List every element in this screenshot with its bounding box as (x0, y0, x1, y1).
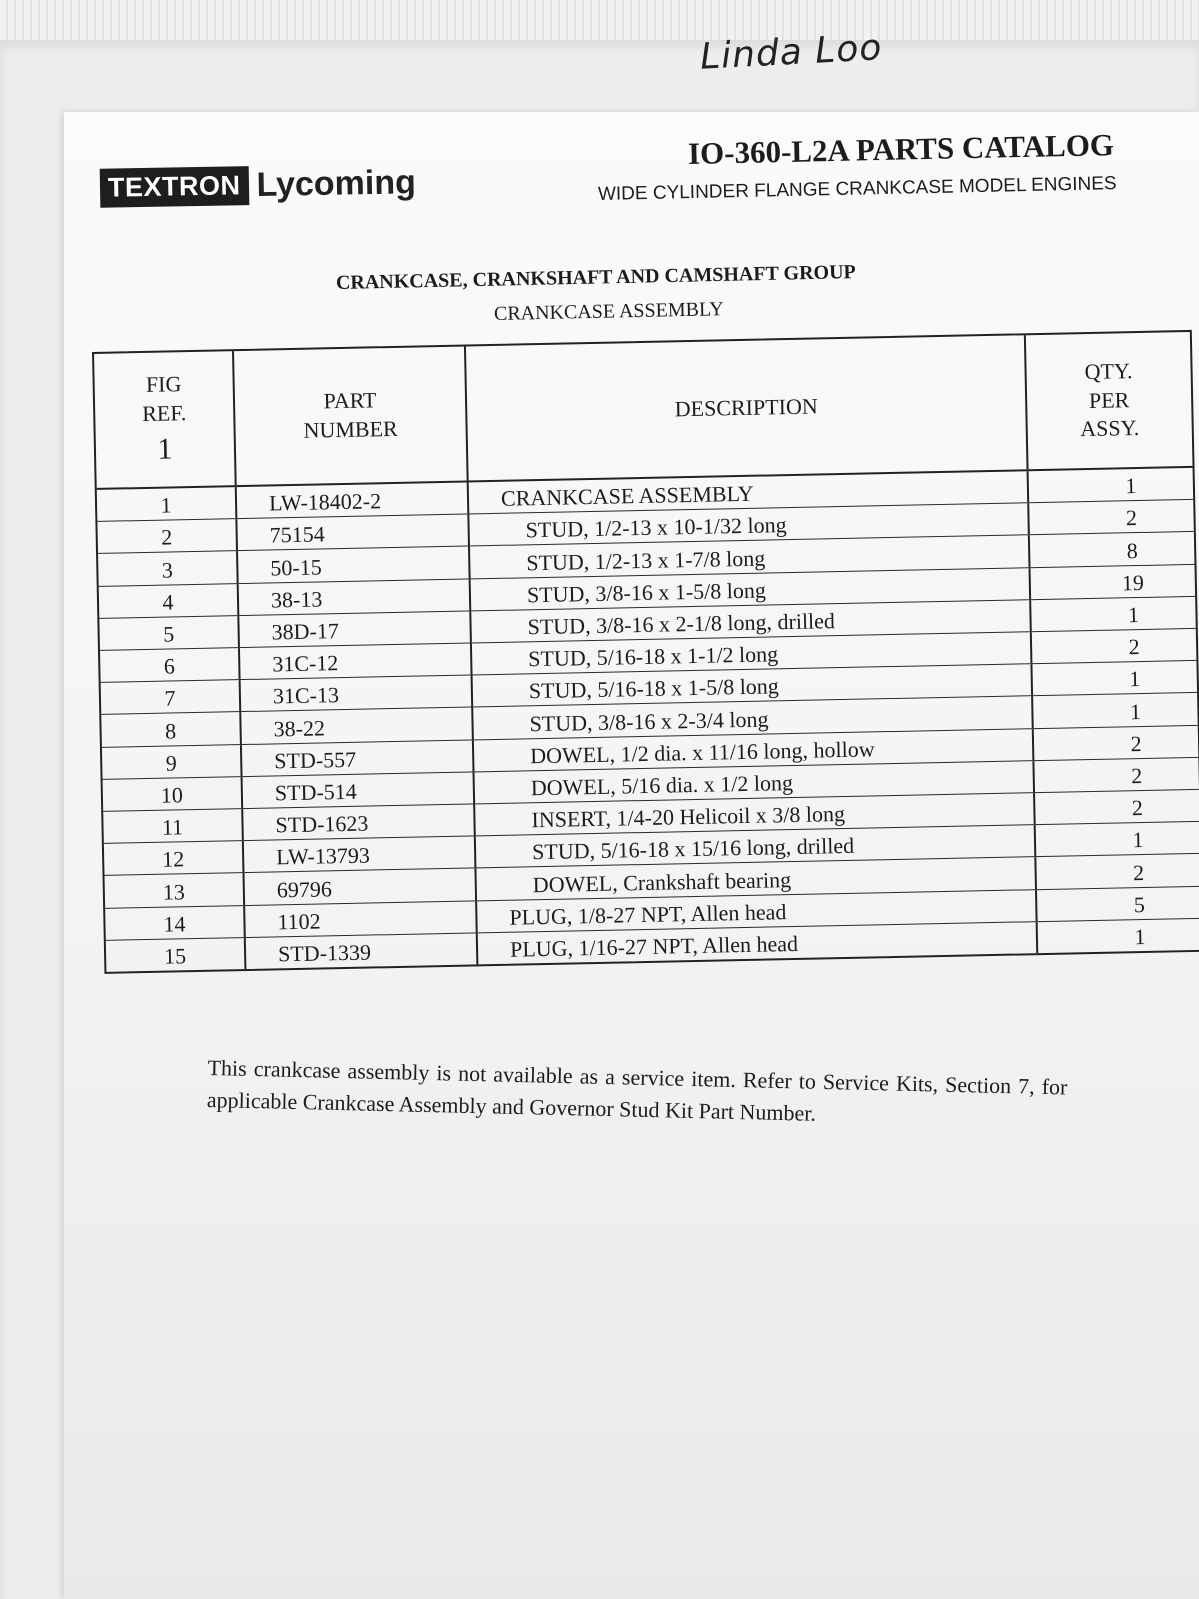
figure-number: 1 (157, 432, 173, 466)
cell-ref: 1 (97, 487, 238, 521)
assembly-title: CRANKCASE ASSEMBLY (493, 298, 724, 325)
catalog-subtitle: WIDE CYLINDER FLANGE CRANKCASE MODEL ENGINES (597, 173, 1117, 205)
cell-desc: DOWEL, 5/16 dia. x 1/2 long (475, 761, 1036, 803)
cell-qty: 2 (1132, 859, 1145, 885)
cell-part: STD-557 (242, 740, 475, 776)
table-header (94, 332, 1193, 490)
textron-lycoming-logo (100, 163, 416, 208)
cell-qty: 1 (1125, 473, 1137, 499)
cell-ref: 14 (105, 906, 246, 940)
cell-desc: STUD, 5/16-18 x 15/16 long, drilled (476, 825, 1037, 867)
header-description: DESCRIPTION (466, 335, 1029, 480)
cell-part: 38D-17 (239, 611, 472, 647)
cell-ref: 12 (104, 841, 245, 875)
cell-part: STD-514 (243, 772, 476, 808)
cell-ref: 9 (102, 745, 243, 779)
cell-part: 1102 (245, 901, 478, 937)
cell-part: 75154 (237, 515, 470, 551)
cell-ref: 4 (99, 584, 240, 618)
cell-desc: STUD, 1/2-13 x 10-1/32 long (469, 503, 1030, 545)
cell-qty: 1 (1127, 602, 1140, 628)
cell-qty: 2 (1125, 505, 1138, 531)
cell-ref: 3 (98, 552, 239, 586)
logo-box: TEXTRON (100, 166, 249, 208)
cell-ref: 10 (103, 777, 244, 811)
cell-part: 31C-13 (241, 676, 474, 712)
cell-part: LW-18402-2 (237, 482, 470, 518)
cell-qty: 8 (1126, 537, 1138, 563)
cell-qty: 2 (1128, 634, 1140, 660)
cell-desc: STUD, 1/2-13 x 1-7/8 long (470, 536, 1031, 578)
cell-qty: 5 (1133, 891, 1146, 918)
cell-ref: 11 (103, 809, 244, 843)
cell-part: LW-13793 (244, 837, 477, 873)
cell-part: 50-15 (238, 547, 471, 583)
cell-ref: 2 (97, 519, 238, 553)
cell-qty: 1 (1134, 924, 1146, 950)
cell-part: STD-1339 (246, 933, 479, 969)
cell-part: 69796 (244, 869, 477, 905)
cell-part: 38-22 (241, 708, 474, 744)
cell-ref: 6 (100, 648, 241, 682)
cell-desc: STUD, 3/8-16 x 2-3/4 long (473, 697, 1034, 739)
cell-desc: CRANKCASE ASSEMBLY (469, 471, 1030, 513)
cell-desc: DOWEL, Crankshaft bearing (476, 858, 1037, 900)
cell-part: 31C-12 (240, 643, 473, 679)
cell-part: STD-1623 (243, 804, 476, 840)
cell-ref: 8 (101, 712, 242, 746)
cell-part: 38-13 (239, 579, 472, 615)
header-qty: QTY. PER ASSY. (1080, 358, 1140, 442)
cell-qty: 1 (1129, 666, 1141, 692)
cell-desc: DOWEL, 1/2 dia. x 11/16 long, hollow (474, 729, 1035, 771)
cell-ref: 5 (99, 616, 240, 650)
cell-qty: 1 (1132, 827, 1144, 853)
cell-ref: 13 (105, 873, 246, 907)
cell-desc: STUD, 5/16-18 x 1-5/8 long (473, 664, 1034, 706)
cell-qty: 1 (1129, 698, 1142, 724)
header-part-number: PART NUMBER (234, 346, 469, 485)
catalog-title: IO-360-L2A PARTS CATALOG (687, 127, 1115, 171)
cell-desc: STUD, 3/8-16 x 2-1/8 long, drilled (471, 600, 1032, 642)
cell-desc: STUD, 3/8-16 x 1-5/8 long (471, 568, 1032, 610)
cell-desc: INSERT, 1/4-20 Helicoil x 3/8 long (475, 793, 1036, 835)
cell-qty: 2 (1131, 795, 1144, 821)
service-note: This crankcase assembly is not available as a service item. Refer to Service Kits, Section 7, for applicable Crankcase Assembly and Governor Stud Kit Part Number. (206, 1054, 1068, 1126)
cell-ref: 15 (106, 938, 247, 972)
cell-qty: 2 (1130, 730, 1142, 757)
cell-qty: 2 (1130, 763, 1143, 789)
group-title: CRANKCASE, CRANKSHAFT AND CAMSHAFT GROUP (335, 261, 856, 294)
parts-table (92, 330, 1199, 974)
logo-word: Lycoming (256, 163, 417, 205)
handwritten-signature: Linda Loo (699, 27, 884, 78)
cell-desc: PLUG, 1/8-27 NPT, Allen head (477, 890, 1038, 932)
cell-desc: PLUG, 1/16-27 NPT, Allen head (478, 922, 1039, 964)
cell-desc: STUD, 5/16-18 x 1-1/2 long (472, 632, 1033, 674)
cell-qty: 19 (1121, 569, 1145, 596)
table-body (97, 468, 1199, 972)
cell-ref: 7 (101, 680, 242, 714)
header-fig-ref: FIG REF. 1 (94, 351, 237, 488)
